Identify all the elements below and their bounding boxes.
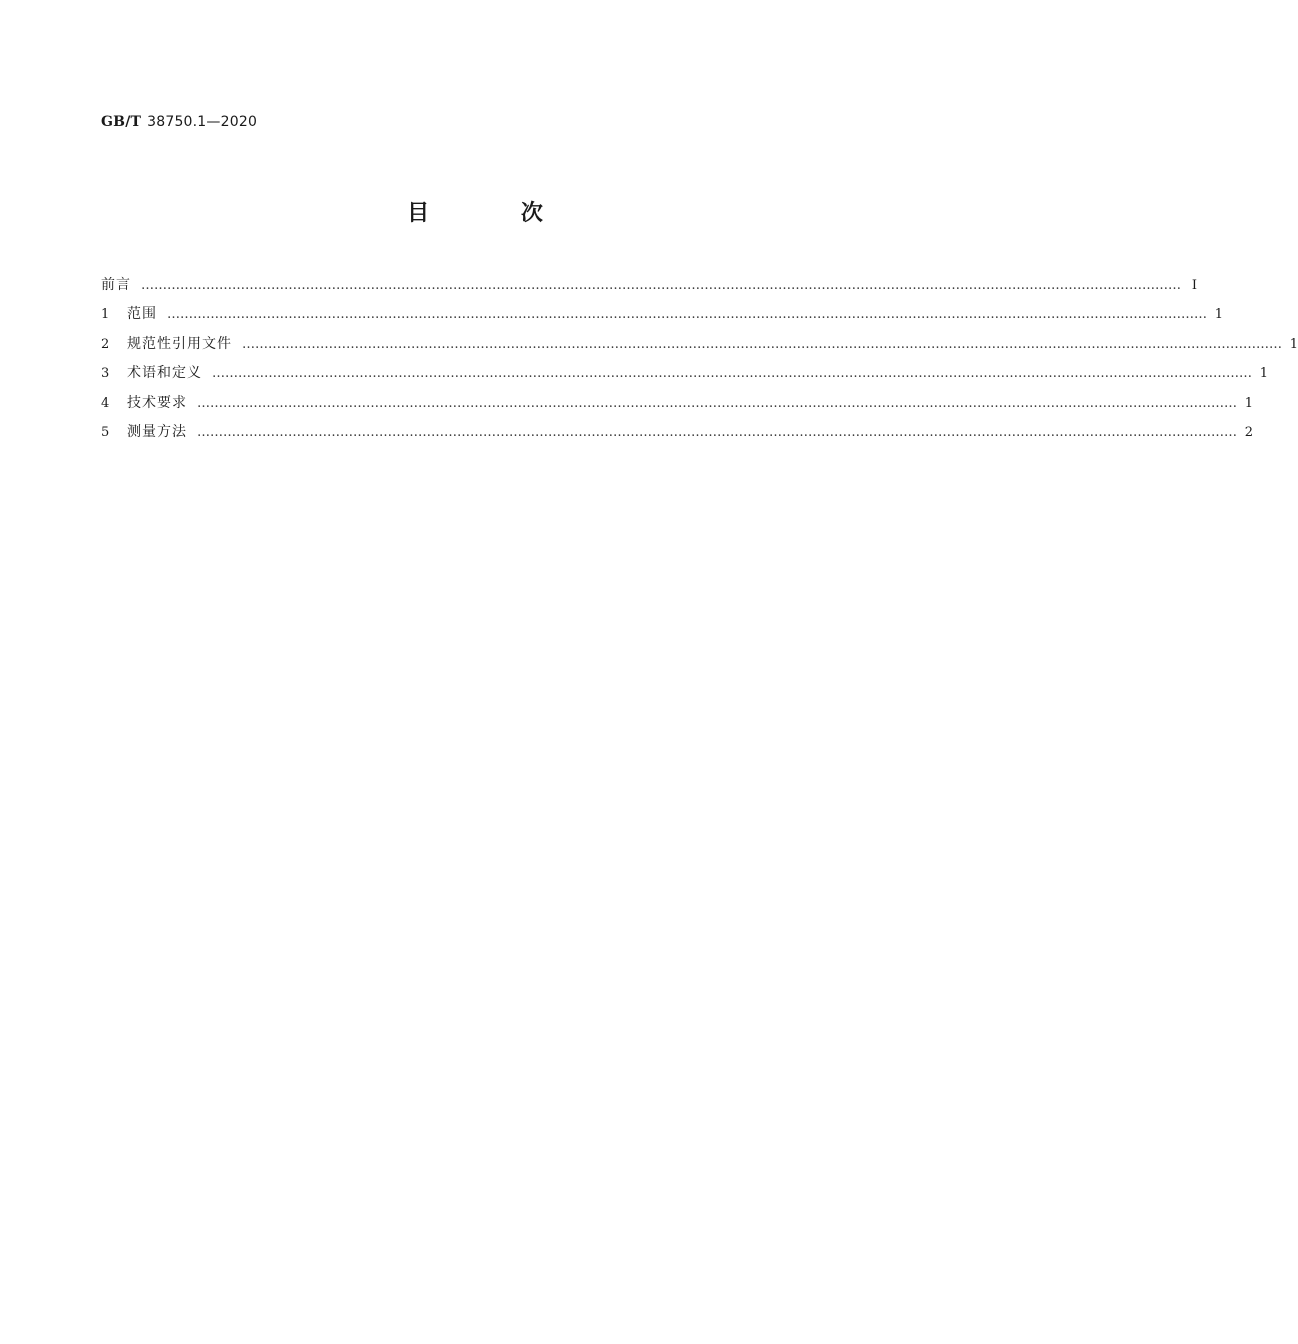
toc-entry-number: 2: [101, 336, 111, 352]
toc-entry-label: 术语和定义: [127, 365, 202, 382]
standard-prefix: GB/T: [101, 114, 142, 130]
toc-entry-technical-requirements[interactable]: [101, 392, 1253, 421]
toc-entry-foreword[interactable]: [101, 274, 1197, 303]
toc-entry-page: 1: [1214, 307, 1223, 323]
toc-entry-page: 1: [1289, 336, 1298, 352]
toc-entry-label: 前言: [101, 277, 131, 293]
toc-entry-label: 规范性引用文件: [127, 335, 232, 352]
toc-entry-number: 1: [101, 307, 111, 323]
toc-leader-dots: ……………………………………………………………………………………………………………………………………………………………………………………………………………………: [197, 424, 1237, 440]
toc-entry-label: 范围: [127, 306, 157, 323]
toc-entry-normative-references[interactable]: [101, 333, 1298, 362]
toc-entry-scope[interactable]: [101, 303, 1223, 332]
table-of-contents: [101, 274, 1298, 450]
toc-entry-number: 4: [101, 395, 111, 411]
toc-leader-dots: ……………………………………………………………………………………………………………………………………………………………………………………………………………………: [141, 278, 1181, 293]
toc-leader-dots: ……………………………………………………………………………………………………………………………………………………………………………………………………………………: [197, 395, 1237, 411]
toc-entry-page: 2: [1244, 424, 1253, 440]
toc-title: 目 次: [407, 201, 585, 226]
toc-entry-terms-definitions[interactable]: [101, 362, 1268, 391]
standard-number: 38750.1—2020: [147, 114, 258, 130]
toc-entry-page: 1: [1259, 366, 1268, 382]
toc-entry-label: 测量方法: [127, 423, 187, 440]
toc-entry-page: Ⅰ: [1191, 278, 1197, 293]
toc-entry-number: 5: [101, 424, 111, 440]
toc-entry-page: 1: [1244, 395, 1253, 411]
document-header: [101, 114, 257, 130]
toc-leader-dots: ……………………………………………………………………………………………………………………………………………………………………………………………………………………: [167, 307, 1207, 323]
toc-leader-dots: ……………………………………………………………………………………………………………………………………………………………………………………………………………………: [242, 336, 1282, 352]
toc-entry-label: 技术要求: [127, 394, 187, 411]
toc-entry-measurement-methods[interactable]: [101, 421, 1253, 450]
toc-entry-number: 3: [101, 366, 111, 382]
toc-leader-dots: ……………………………………………………………………………………………………………………………………………………………………………………………………………………: [212, 366, 1252, 382]
